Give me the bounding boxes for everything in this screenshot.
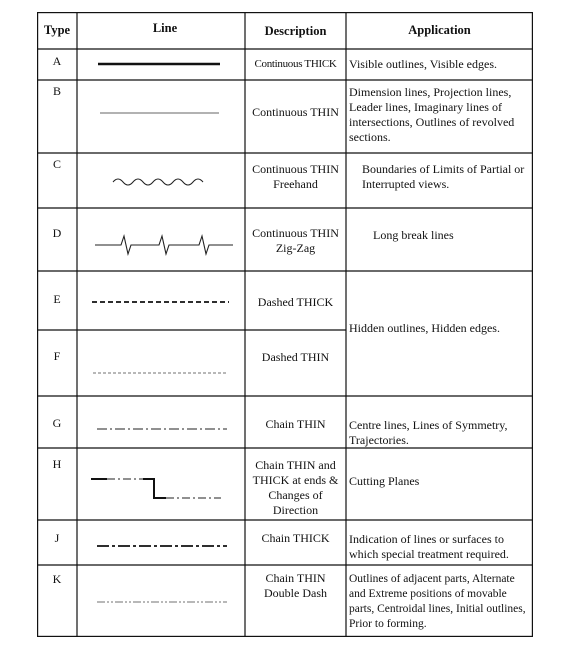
header-type: Type <box>43 23 71 37</box>
type-label: D <box>52 226 62 240</box>
type-label: H <box>52 457 62 471</box>
line-sample-d <box>95 236 233 254</box>
type-label: C <box>52 157 61 171</box>
description-cell: Continuous THIN Zig-Zag <box>252 226 339 255</box>
application-cell: Indication of lines or surfaces to which special treatment required. <box>349 532 509 561</box>
description-cell: Chain THICK <box>261 531 330 545</box>
application-cell: Dimension lines, Projection lines, Leader lines, Imaginary lines of intersections, Outlines of revolved sections. <box>349 85 515 144</box>
description-cell: Chain THIN and THICK at ends & Changes of Direction <box>252 458 339 517</box>
application-cell: Cutting Planes <box>349 474 420 488</box>
description-cell: Chain THIN <box>265 417 326 431</box>
application-cell: Centre lines, Lines of Symmetry, Trajectories. <box>349 418 508 447</box>
application-cell: Outlines of adjacent parts, Alternate and Extreme positions of movable parts, Centroidal lines, Initial outlines, Prior to forming. <box>349 573 526 630</box>
type-label: G <box>52 416 62 430</box>
header-application: Application <box>408 23 471 37</box>
description-cell: Chain THIN Double Dash <box>264 571 327 600</box>
line-sample-h <box>91 479 221 498</box>
application-cell: Visible outlines, Visible edges. <box>349 57 497 71</box>
description-cell: Continuous THICK <box>254 58 337 70</box>
type-label: J <box>54 531 60 545</box>
header-line: Line <box>152 21 178 35</box>
type-label: F <box>53 349 61 363</box>
description-cell: Dashed THICK <box>257 295 334 309</box>
description-cell: Continuous THIN <box>252 105 339 119</box>
type-label: E <box>53 292 61 306</box>
line-types-table <box>37 12 533 637</box>
description-cell: Continuous THIN Freehand <box>252 162 339 191</box>
type-label: B <box>52 84 61 98</box>
application-cell: Boundaries of Limits of Partial or Interrupted views. <box>362 162 525 191</box>
line-sample-c <box>113 179 203 185</box>
header-description: Description <box>264 24 327 38</box>
description-cell: Dashed THIN <box>261 350 330 364</box>
type-label: K <box>52 572 62 586</box>
type-label: A <box>52 54 62 68</box>
application-cell: Hidden outlines, Hidden edges. <box>349 321 500 335</box>
application-cell: Long break lines <box>373 228 454 242</box>
